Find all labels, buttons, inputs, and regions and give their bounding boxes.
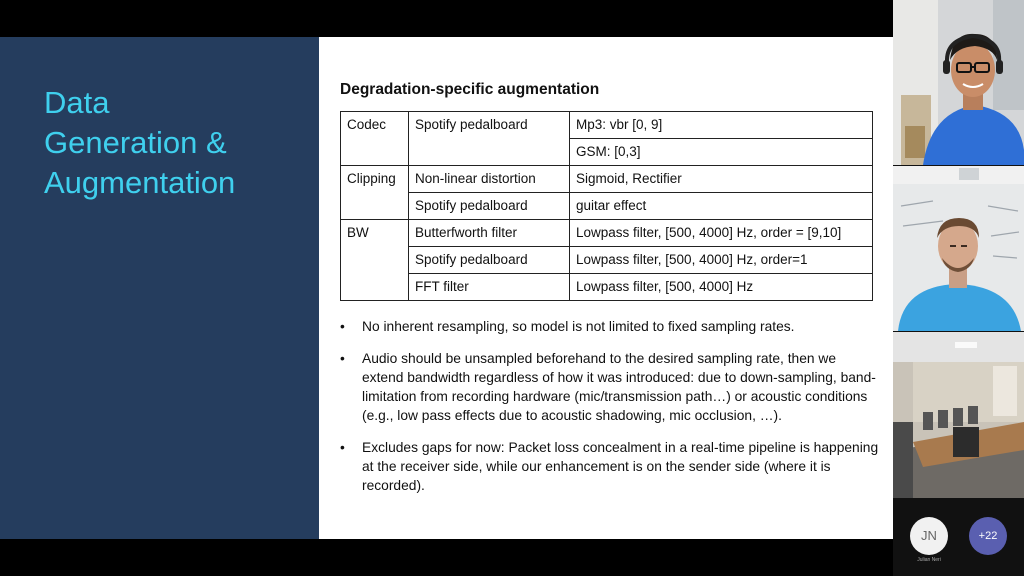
bullet-dot: • xyxy=(340,351,345,366)
table-cell-params: Sigmoid, Rectifier xyxy=(570,166,873,193)
slide-title-line: Augmentation xyxy=(44,165,236,200)
section-heading: Degradation-specific augmentation xyxy=(340,81,600,98)
table-cell-method: Spotify pedalboard xyxy=(409,247,570,274)
table-cell-method: Non-linear distortion xyxy=(409,166,570,193)
table-cell-params: Lowpass filter, [500, 4000] Hz, order=1 xyxy=(570,247,873,274)
slide-title-line: Generation & xyxy=(44,125,227,160)
shared-slide xyxy=(0,37,893,539)
table-cell-params: Lowpass filter, [500, 4000] Hz xyxy=(570,274,873,301)
participant-video-tile[interactable] xyxy=(893,332,1024,498)
table-row xyxy=(341,220,873,247)
table-row xyxy=(341,247,873,274)
bullet-dot: • xyxy=(340,440,345,455)
table-cell-category: Clipping xyxy=(341,166,409,220)
bullet-dot: • xyxy=(340,319,345,334)
bullet-item xyxy=(340,438,880,495)
participant-video-image xyxy=(893,0,1024,165)
bullet-text: No inherent resampling, so model is not limited to fixed sampling rates. xyxy=(362,319,795,334)
table-cell-category: BW xyxy=(341,220,409,301)
table-cell-method: Spotify pedalboard xyxy=(409,193,570,220)
participant-avatar[interactable]: JN xyxy=(910,517,948,555)
more-participants-button[interactable]: +22 xyxy=(969,517,1007,555)
table-cell-method: Butterfworth filter xyxy=(409,220,570,247)
slide-title xyxy=(44,83,304,203)
table-cell-params: Mp3: vbr [0, 9] xyxy=(570,112,873,139)
table-row xyxy=(341,112,873,139)
participant-video-strip xyxy=(893,0,1024,576)
table-cell-params: Lowpass filter, [500, 4000] Hz, order = [9,10] xyxy=(570,220,873,247)
slide-title-panel xyxy=(0,37,319,539)
bullet-item xyxy=(340,317,880,336)
top-black-bar xyxy=(0,0,893,37)
table-row xyxy=(341,274,873,301)
table-cell-params: GSM: [0,3] xyxy=(570,139,873,166)
slide-content xyxy=(340,37,880,539)
bullet-list xyxy=(340,317,880,508)
bullet-text: Excludes gaps for now: Packet loss concealment in a real-time pipeline is happening at the receiver side, while our enhancement is on the sender side (where it is recorded). xyxy=(362,440,879,493)
augmentation-table xyxy=(340,111,873,301)
participant-avatar-name: Julian Neri xyxy=(917,557,941,563)
table-row xyxy=(341,193,873,220)
table-cell-category: Codec xyxy=(341,112,409,166)
table-cell-method: Spotify pedalboard xyxy=(409,112,570,166)
bullet-item xyxy=(340,349,880,425)
participant-video-image xyxy=(893,332,1024,498)
table-cell-method: FFT filter xyxy=(409,274,570,301)
bottom-black-bar xyxy=(0,539,893,576)
slide-title-line: Data xyxy=(44,85,110,120)
participant-video-tile[interactable] xyxy=(893,166,1024,331)
table-cell-params: guitar effect xyxy=(570,193,873,220)
participant-video-image xyxy=(893,166,1024,331)
participant-video-tile[interactable] xyxy=(893,0,1024,165)
table-row xyxy=(341,166,873,193)
bullet-text: Audio should be unsampled beforehand to the desired sampling rate, then we extend bandwidth regardless of how it was introduced: due to down-sampling, band-limitation from recording hardware (mic/transmission path…) or acoustic conditions (e.g., low pass effects due to acoustic shadowing, mic occlusion, …). xyxy=(362,351,876,423)
